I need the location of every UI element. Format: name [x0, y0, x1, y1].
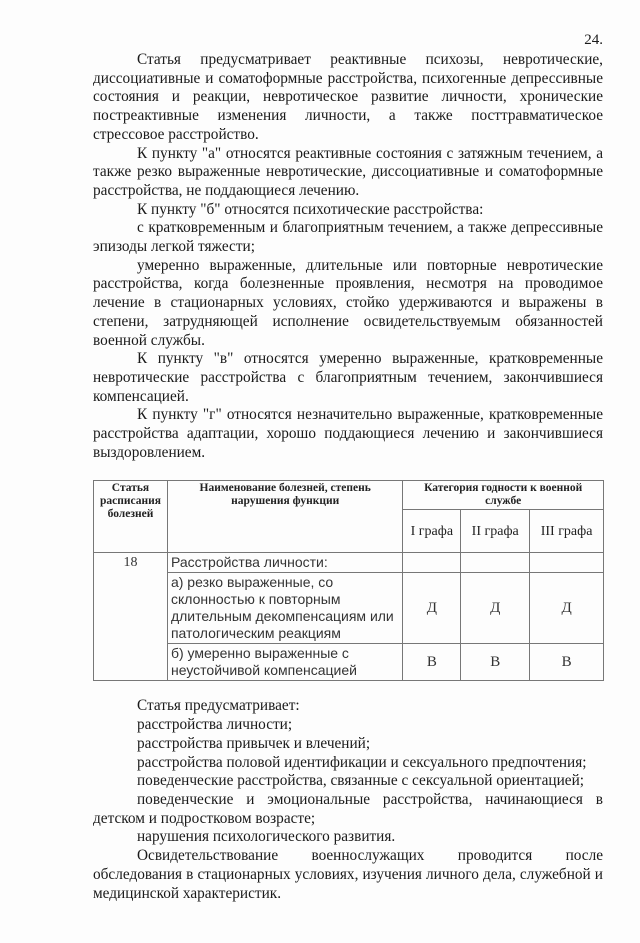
header-category: Категория годности к военной службе — [403, 481, 604, 510]
paragraph: умеренно выраженные, длительные или повторные невротические расстройства, когда болезненные проявления, несмотря на проводимое лечение в стационарных условиях, стойко удерживаются и выражены в степени, затрудняющей исполнение освидетельствуемым обязанностей военной службы. — [93, 256, 603, 349]
empty-cell — [530, 553, 604, 573]
article-number: 18 — [94, 553, 168, 681]
paragraph: поведенческие и эмоциональные расстройства, начинающиеся в детском и подростковом возрасте; — [93, 790, 603, 827]
paragraph: Статья предусматривает реактивные психозы, невротические, диссоциативные и соматоформные расстройства, психогенные депрессивные состояния и реакции, невротическое развитие личности, хронические постреактивные изменения личности, а также посттравматическое стрессовое расстройство. — [93, 51, 603, 143]
paragraph: К пункту "б" относятся психотические расстройства: — [137, 200, 484, 218]
paragraph: К пункту "а" относятся реактивные состояния с затяжным течением, а также резко выраженные невротические, диссоциативные и соматоформные расстройства, не поддающиеся лечению. — [93, 144, 603, 199]
header-name: Наименование болезней, степень нарушения функции — [167, 481, 402, 553]
category-cell: В — [403, 644, 461, 681]
paragraph: К пункту "в" относятся умеренно выраженные, кратковременные невротические расстройства с благоприятным течением, закончившиеся компенсацией. — [93, 350, 603, 405]
table-row — [94, 553, 604, 573]
paragraph: Статья предусматривает: — [137, 697, 300, 715]
table-row — [94, 644, 604, 681]
header-col2: II графа — [461, 510, 530, 553]
paragraph: поведенческие расстройства, связанные с сексуальной ориентацией; — [137, 772, 585, 790]
category-cell: Д — [461, 573, 530, 644]
disease-table — [93, 480, 604, 681]
empty-cell — [461, 553, 530, 573]
category-cell: В — [461, 644, 530, 681]
paragraph: расстройства половой идентификации и сексуального предпочтения; — [137, 753, 587, 771]
paragraph: расстройства личности; — [137, 716, 293, 734]
top-text — [93, 51, 603, 462]
paragraph: К пункту "г" относятся незначительно выраженные, кратковременные расстройства адаптации, хорошо поддающиеся лечению и закончившиеся выздоровлением. — [93, 406, 603, 461]
category-cell: В — [530, 644, 604, 681]
header-col3: III графа — [530, 510, 604, 553]
paragraph: Освидетельствование военнослужащих проводится после обследования в стационарных условиях, изучения личного дела, служебной и медицинской характеристик. — [93, 847, 603, 902]
page-number: 24. — [584, 32, 603, 48]
paragraph: с кратковременным и благоприятным течением, а также депрессивные эпизоды легкой тяжести; — [93, 219, 603, 256]
header-article: Статья расписания болезней — [94, 481, 168, 553]
row-name: а) резко выраженные, со склонностью к повторным длительным декомпенсациям или патологическим реакциям — [167, 573, 402, 644]
paragraph: расстройства привычек и влечений; — [137, 734, 371, 752]
category-cell: Д — [403, 573, 461, 644]
row-title: Расстройства личности: — [167, 553, 402, 573]
bottom-text — [93, 697, 603, 903]
empty-cell — [403, 553, 461, 573]
row-name: б) умеренно выраженные с неустойчивой компенсацией — [167, 644, 402, 681]
table-row — [94, 573, 604, 644]
category-cell: Д — [530, 573, 604, 644]
paragraph: нарушения психологического развития. — [137, 828, 396, 846]
header-col1: I графа — [403, 510, 461, 553]
